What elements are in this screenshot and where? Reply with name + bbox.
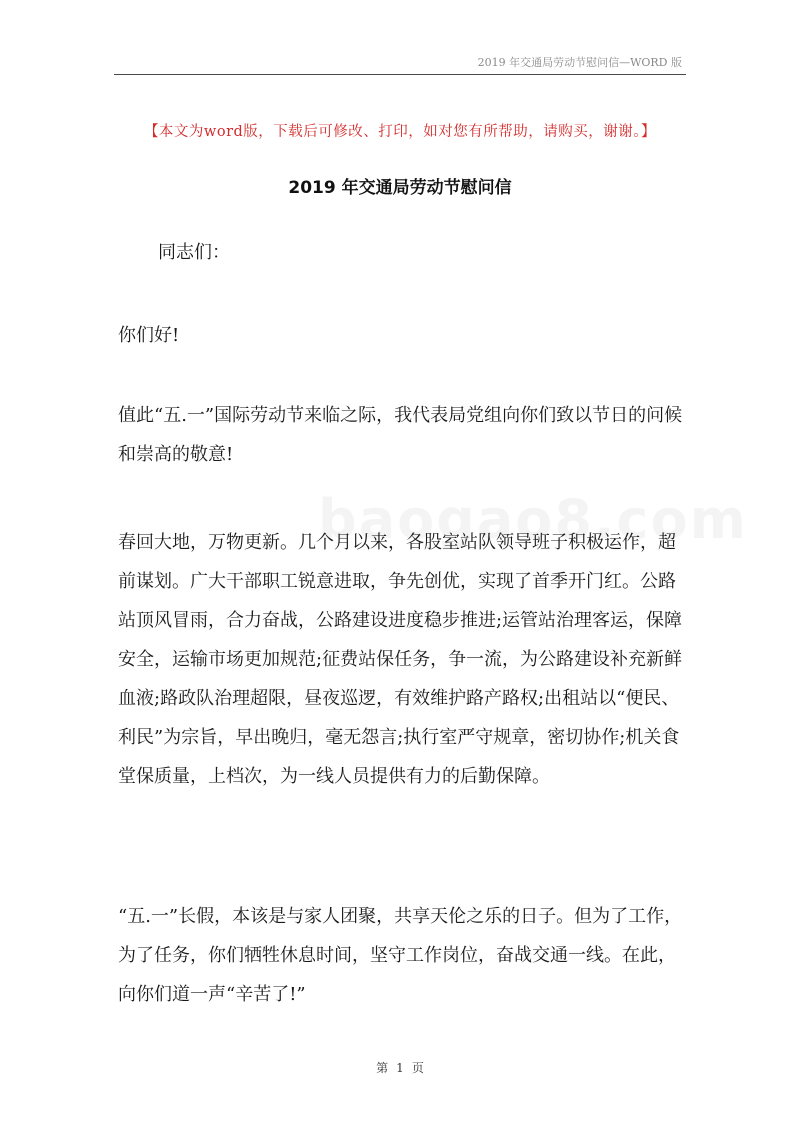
page-number-value: 1 (396, 1061, 404, 1075)
paragraph-holiday: “五.一”长假，本该是与家人团聚，共享天伦之乐的日子。但为了工作，为了任务，你们牺牲休息时间，坚守工作岗位，奋战交通一线。在此，向你们道一声“辛苦了!” (118, 906, 683, 1005)
paragraph-achievements: 春回大地，万物更新。几个月以来，各股室站队领导班子积极运作，超前谋划。广大干部职工锐意进取，争先创优，实现了首季开门红。公路站顶风冒雨，合力奋战，公路建设进度稳步推进;运管站治理客运，保障安全，运输市场更加规范;征费站保任务，争一流，为公路建设补充新鲜血液;路政队治理超限，昼夜巡逻，有效维护路产路权;出租站以“便民、利民”为宗旨，早出晚归，毫无怨言;执行室严守规章，密切协作;机关食堂保质量，上档次，为一线人员提供有力的后勤保障。 (118, 532, 683, 787)
document-title: 2019 年交通局劳动节慰问信 (288, 178, 512, 198)
page-number-prefix: 第 (376, 1061, 389, 1075)
greeting: 你们好! (118, 325, 180, 346)
salutation: 同志们： (158, 242, 230, 263)
paragraph-intro: 值此“五.一”国际劳动节来临之际，我代表局党组向你们致以节日的问候和崇高的敬意! (118, 405, 683, 465)
page-number (0, 1059, 800, 1076)
running-header: 2019 年交通局劳动节慰问信—WORD 版 (477, 56, 682, 69)
page-number-suffix: 页 (411, 1061, 424, 1075)
header-divider (114, 74, 686, 75)
download-notice: 【本文为word版，下载后可修改、打印，如对您有所帮助，请购买，谢谢。】 (143, 124, 657, 140)
